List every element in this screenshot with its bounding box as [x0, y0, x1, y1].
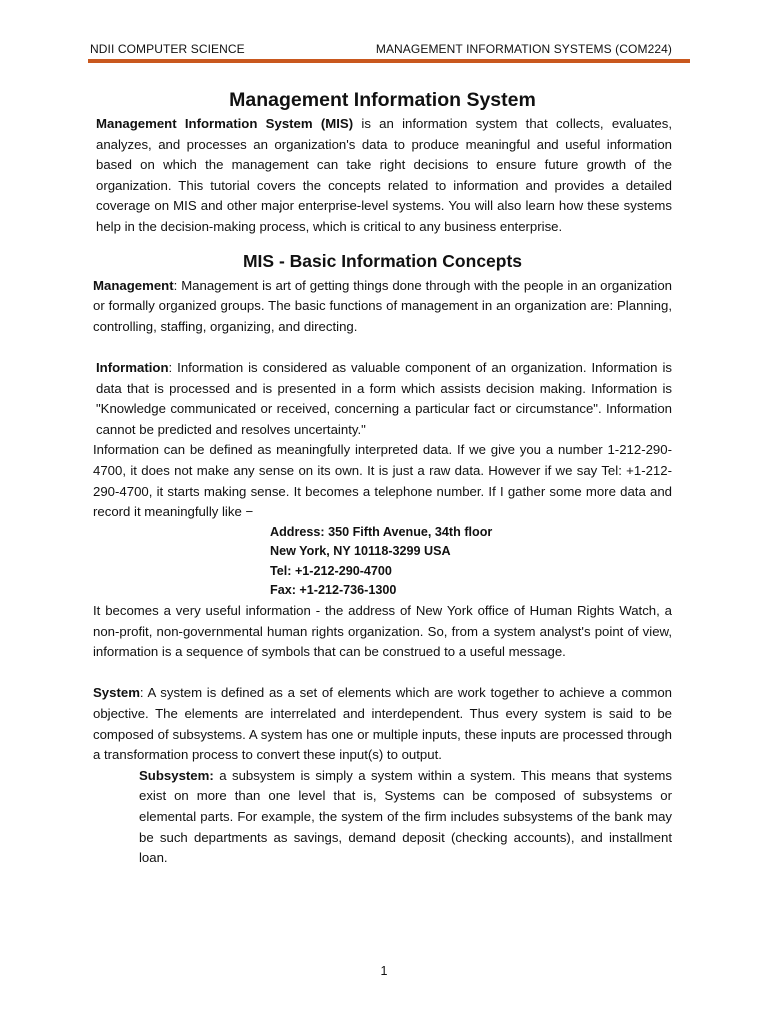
header-left: NDII COMPUTER SCIENCE	[90, 42, 245, 56]
management-paragraph	[93, 276, 672, 338]
information-text: : Information is considered as valuable component of an organization. Information is data that is processed and is presented in a form which assists decision making. Information is "Knowledge communicated or received, concerning a particular fact or circumstance". Information cannot be predicted and resolves uncertainty."	[96, 359, 672, 437]
management-term: Management	[93, 277, 174, 293]
subsystem-term: Subsystem:	[139, 767, 214, 783]
header-rule	[88, 59, 690, 63]
intro-paragraph	[93, 114, 672, 238]
address-fax: Fax: +1-212-736-1300	[270, 583, 397, 598]
intro-term: Management Information System (MIS)	[96, 116, 354, 131]
subsystem-text: a subsystem is simply a system within a system. This means that systems exist on more than one level that is, Systems can be composed of subsystems or elemental parts. For example, the system of the firm includes subsystems of the bank may be such departments as savings, demand deposit (checking accounts), and installment loan.	[139, 767, 672, 866]
spacer	[93, 663, 672, 684]
information-example-paragraph: Information can be defined as meaningfully interpreted data. If we give you a number 1-212-290-4700, it does not make any sense on its own. It is just a raw data. However if we say Tel: +1-212-290-4700, it starts making sense. It becomes a telephone number. If I gather some more data and record it meaningfully like −	[93, 442, 672, 520]
system-text: : A system is defined as a set of elements which are work together to achieve a common objective. The elements are interrelated and interdependent. Thus every system is said to be composed of subsystems. A system has one or multiple inputs, these inputs are processed through a transformation process to convert these input(s) to output.	[93, 685, 672, 763]
section-heading: MIS - Basic Information Concepts	[242, 250, 523, 271]
address-tel: Tel: +1-212-290-4700	[270, 563, 392, 578]
information-paragraph	[93, 358, 672, 440]
system-paragraph	[93, 683, 672, 765]
intro-text: is an information system that collects, evaluates, analyzes, and processes an organization's data to produce meaningful and useful information based on which the management can take right decisions to ensure future growth of the organization. This tutorial covers the concepts related to information and provides a detailed coverage on MIS and other major enterprise-level systems. You will also learn how these systems help in the decision-making process, which is critical to any business enterprise.	[96, 116, 672, 234]
page-header	[90, 42, 672, 56]
page-number: 1	[380, 964, 388, 978]
information-conclusion-paragraph: It becomes a very useful information - the address of New York office of Human Rights Watch, a non-profit, non-governmental human rights organization. So, from a system analyst's point of view, information is a sequence of symbols that can be construed to a useful message.	[93, 603, 672, 660]
information-term: Information	[96, 359, 169, 375]
management-text: : Management is art of getting things done through with the people in an organization or formally organized groups. The basic functions of management in an organization are: Planning, controlling, staffing, organizing, and directing.	[93, 277, 672, 334]
spacer	[93, 337, 672, 358]
document-body	[93, 86, 672, 869]
system-term: System	[93, 685, 140, 701]
address-line-2: New York, NY 10118-3299 USA	[270, 544, 451, 559]
address-line-1: Address: 350 Fifth Avenue, 34th floor	[270, 524, 493, 539]
header-right: MANAGEMENT INFORMATION SYSTEMS (COM224)	[375, 42, 672, 56]
subsystem-paragraph	[93, 766, 672, 869]
address-block	[93, 523, 672, 601]
document-title: Management Information System	[229, 89, 536, 111]
